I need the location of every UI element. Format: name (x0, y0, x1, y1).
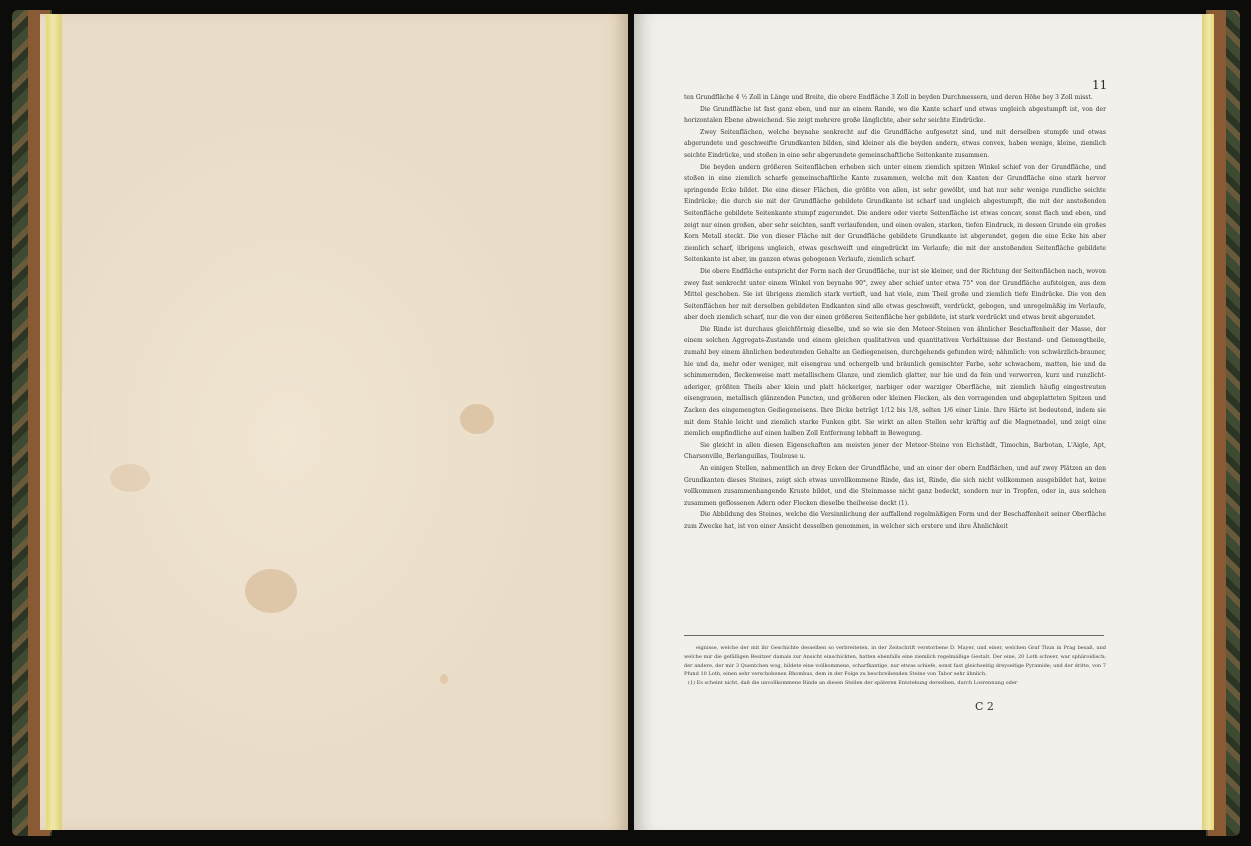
blank-left-page (40, 14, 628, 830)
foxing-stain (440, 674, 448, 684)
page-number: 11 (1092, 78, 1108, 92)
body-text (684, 92, 1106, 533)
paragraph: Die Abbildung des Steines, welche die Versinnlichung der auffallend regelmäßigen Form und der Beschaffenheit seiner Oberfläche zum Zwecke hat, ist von einer Ansicht desselben genommen, in welcher sich erstere und ihre Ähnlichkeit (684, 511, 1106, 530)
paragraph: Die Rinde ist durchaus gleichförmig dieselbe, und so wie sie den Meteor-Steinen von ähnlicher Beschaffenheit der Masse, der einem solchen Aggregats-Zustande und einem gleichen qualitativen und quantitativen Verhältnisse der Bestand- und Gemengtheile, zumahl bey einem ähnlichen bedeutenden Gehalte an Gediegeneisen, durchgehends gefunden wird; nähmlich: von schwärzlich-brauner, hie und da, mehr oder weniger, mit eisengrau und ochergelb und bräunlich gemischter Farbe, sehr schwachem, matten, hie und da schimmernden, fleckenweise matt metallischem Glanze, und ziemlich glatter, nur hie und da fein und verworren, kurz und runzlicht-aderiger, größten Theils aber klein und platt höckeriger, narbiger oder warziger Oberfläche, mit ziemlich häufig eingestreuten eisengrauen, metallisch glänzenden Puncten, und größeren oder kleinen Flecken, als den vorragenden und abgeplatteten Spitzen und Zacken des eingemengten Gediegeneisens. Ihre Dicke beträgt 1/12 bis 1/8, selten 1/6 einer Linie. Ihre Härte ist bedeutend, indem sie mit dem Stahle leicht und ziemlich starke Funken gibt. Sie wirkt an allen Stellen sehr kräftig auf die Magnetnadel, und zeigt eine ziemlich empfindliche auf einen halben Zoll Entfernung lebhaft in Bewegung. (684, 325, 1106, 438)
footnote-rule (684, 635, 1104, 636)
gilt-page-edge-left (46, 14, 62, 830)
paragraph: Sie gleicht in allen diesen Eigenschaften am meisten jener der Meteor-Steine von Eichstädt, Timochin, Barbotan, L'Aigle, Apt, Charsonville, Berlanguillas, Toulouse u. (684, 441, 1106, 461)
foxing-stain (245, 569, 297, 613)
footnote: eignisse, welche der mit ihr Geschichte desselben so verbreiteten, in der Zeitschrift verstorbene D. Mayer, und einer, welchen Graf Thun in Prag besaß, und welche mir die gefälligen Besitzer damals zur Ansicht einschickten, hatten ebenfalls eine ziemlich regelmäßige Gestalt. Der eine, 20 Loth schwer, war sphäroidisch; der andere, der mir 3 Quentchen wog, bildete eine vollkommene, scharfkantige, nur etwas schiefe, sonst fast gleichseitig dreyseitige Pyramide; und der dritte, von 7 Pfund 10 Loth, einen sehr verschobenen Rhombus, dem in der Folge zu beschreibenden Steine von Tabor sehr ähnlich. (684, 645, 1106, 678)
paragraph: Die obere Endfläche entspricht der Form nach der Grundfläche, nur ist sie kleiner, und der Richtung der Seitenflächen nach, wovon zwey fast senkrecht unter einem Winkel von beynahe 90°, zwey aber schief unter etwa 75° von der Grundfläche aufsteigen, aus dem Mittel geschoben. Sie ist übrigens ziemlich stark vertieft, und hat viele, zum Theil große und ziemlich tiefe Eindrücke. Die von den Seitenflächen her mit derselben gebildeten Endkanten sind alle etwas geschweift, verdrückt, gebogen, und unregelmäßig im Verlaufe, aber doch ziemlich scharf, nur die von der einen größeren Seitenfläche her gebildete, ist stark verdrückt und etwas breit abgerundet. (684, 267, 1106, 322)
footnote: (1) Es scheint nicht, daß die unvollkommene Rinde an diesen Stellen der späteren Entstehung derselben, durch Losrennung oder (688, 680, 1018, 687)
gilt-page-edge-right (1202, 14, 1214, 830)
foxing-stain (460, 404, 494, 434)
paragraph: Zwey Seitenflächen, welche beynahe senkrecht auf die Grundfläche aufgesetzt sind, und mit derselben stumpfe und etwas abgerundete und geschweifte Grundkanten bilden, sind kleiner als die beyden andern, etwas convex, haben wenige, kleine, ziemlich seichte Eindrücke, und stoßen in eine sehr abgerundete gemeinschaftliche Seitenkante zusammen. (684, 128, 1106, 159)
footnotes (684, 644, 1106, 688)
paragraph: Die Grundfläche ist fast ganz eben, und nur an einem Rande, wo die Kante scharf und etwas ungleich abgestumpft ist, von der horizontalen Ebene abweichend. Sie zeigt mehrere große länglichte, aber sehr seichte Eindrücke. (684, 105, 1106, 125)
paragraph: An einigen Stellen, nahmentlich an drey Ecken der Grundfläche, und an einer der obern Endflächen, und auf zwey Plätzen an den Grundkanten dieses Steines, zeigt sich etwas unvollkommene Rinde, das ist, Rinde, die sich nicht vollkommen ausgebildet hat, keine vollkommen zusammenhangende Kruste bildet, und die Steinmasse nicht ganz bedeckt, sondern nur in Tropfen, oder in, aus solchen zusammen geflossenen Adern oder Flecken dieselbe theilweise deckt (1). (684, 465, 1106, 507)
printer-signature: C 2 (975, 700, 994, 713)
paragraph: Die beyden andern größeren Seitenflächen erheben sich unter einem ziemlich spitzen Winkel schief von der Grundfläche, und stoßen in eine ziemlich scharfe gemeinschaftliche Kante zusammen, welche mit den Kanten der Grundfläche eine stark hervor springende Ecke bildet. Die eine dieser Flächen, die größte von allen, ist sehr gewölbt, und hat nur sehr wenige rundliche seichte Eindrücke; die durch sie mit der Grundfläche gebildete Grundkante ist scharf und ungleich abgestumpft, die mit der anstoßenden Seitenfläche gebildete Seitenkante stumpf zugerundet. Die andere oder vierte Seitenfläche ist etwas concav, sonst flach und eben, und zeigt nur einen großen, aber sehr seichten, sanft verlaufenden, und einen ovalen, starken, tiefen Eindruck, in dessen Grunde ein großes Korn Metall steckt. Die von dieser Fläche mit der Grundfläche gebildete Grundkante ist abgerundet, gegen die eine Ecke hin aber ziemlich scharf, übrigens ungleich, etwas geschweift und eingedrückt im Verlaufe; die mit der anstoßenden Seitenfläche gebildete Seitenkante ist aber, im ganzen etwas gebogenen Verlaufe, ziemlich scharf. (684, 163, 1106, 264)
foxing-stain (110, 464, 150, 492)
paragraph: ten Grundfläche 4 ½ Zoll in Länge und Breite, die obere Endfläche 3 Zoll in beyden Durchmessern, und deren Höhe bey 3 Zoll misst. (684, 94, 1093, 101)
